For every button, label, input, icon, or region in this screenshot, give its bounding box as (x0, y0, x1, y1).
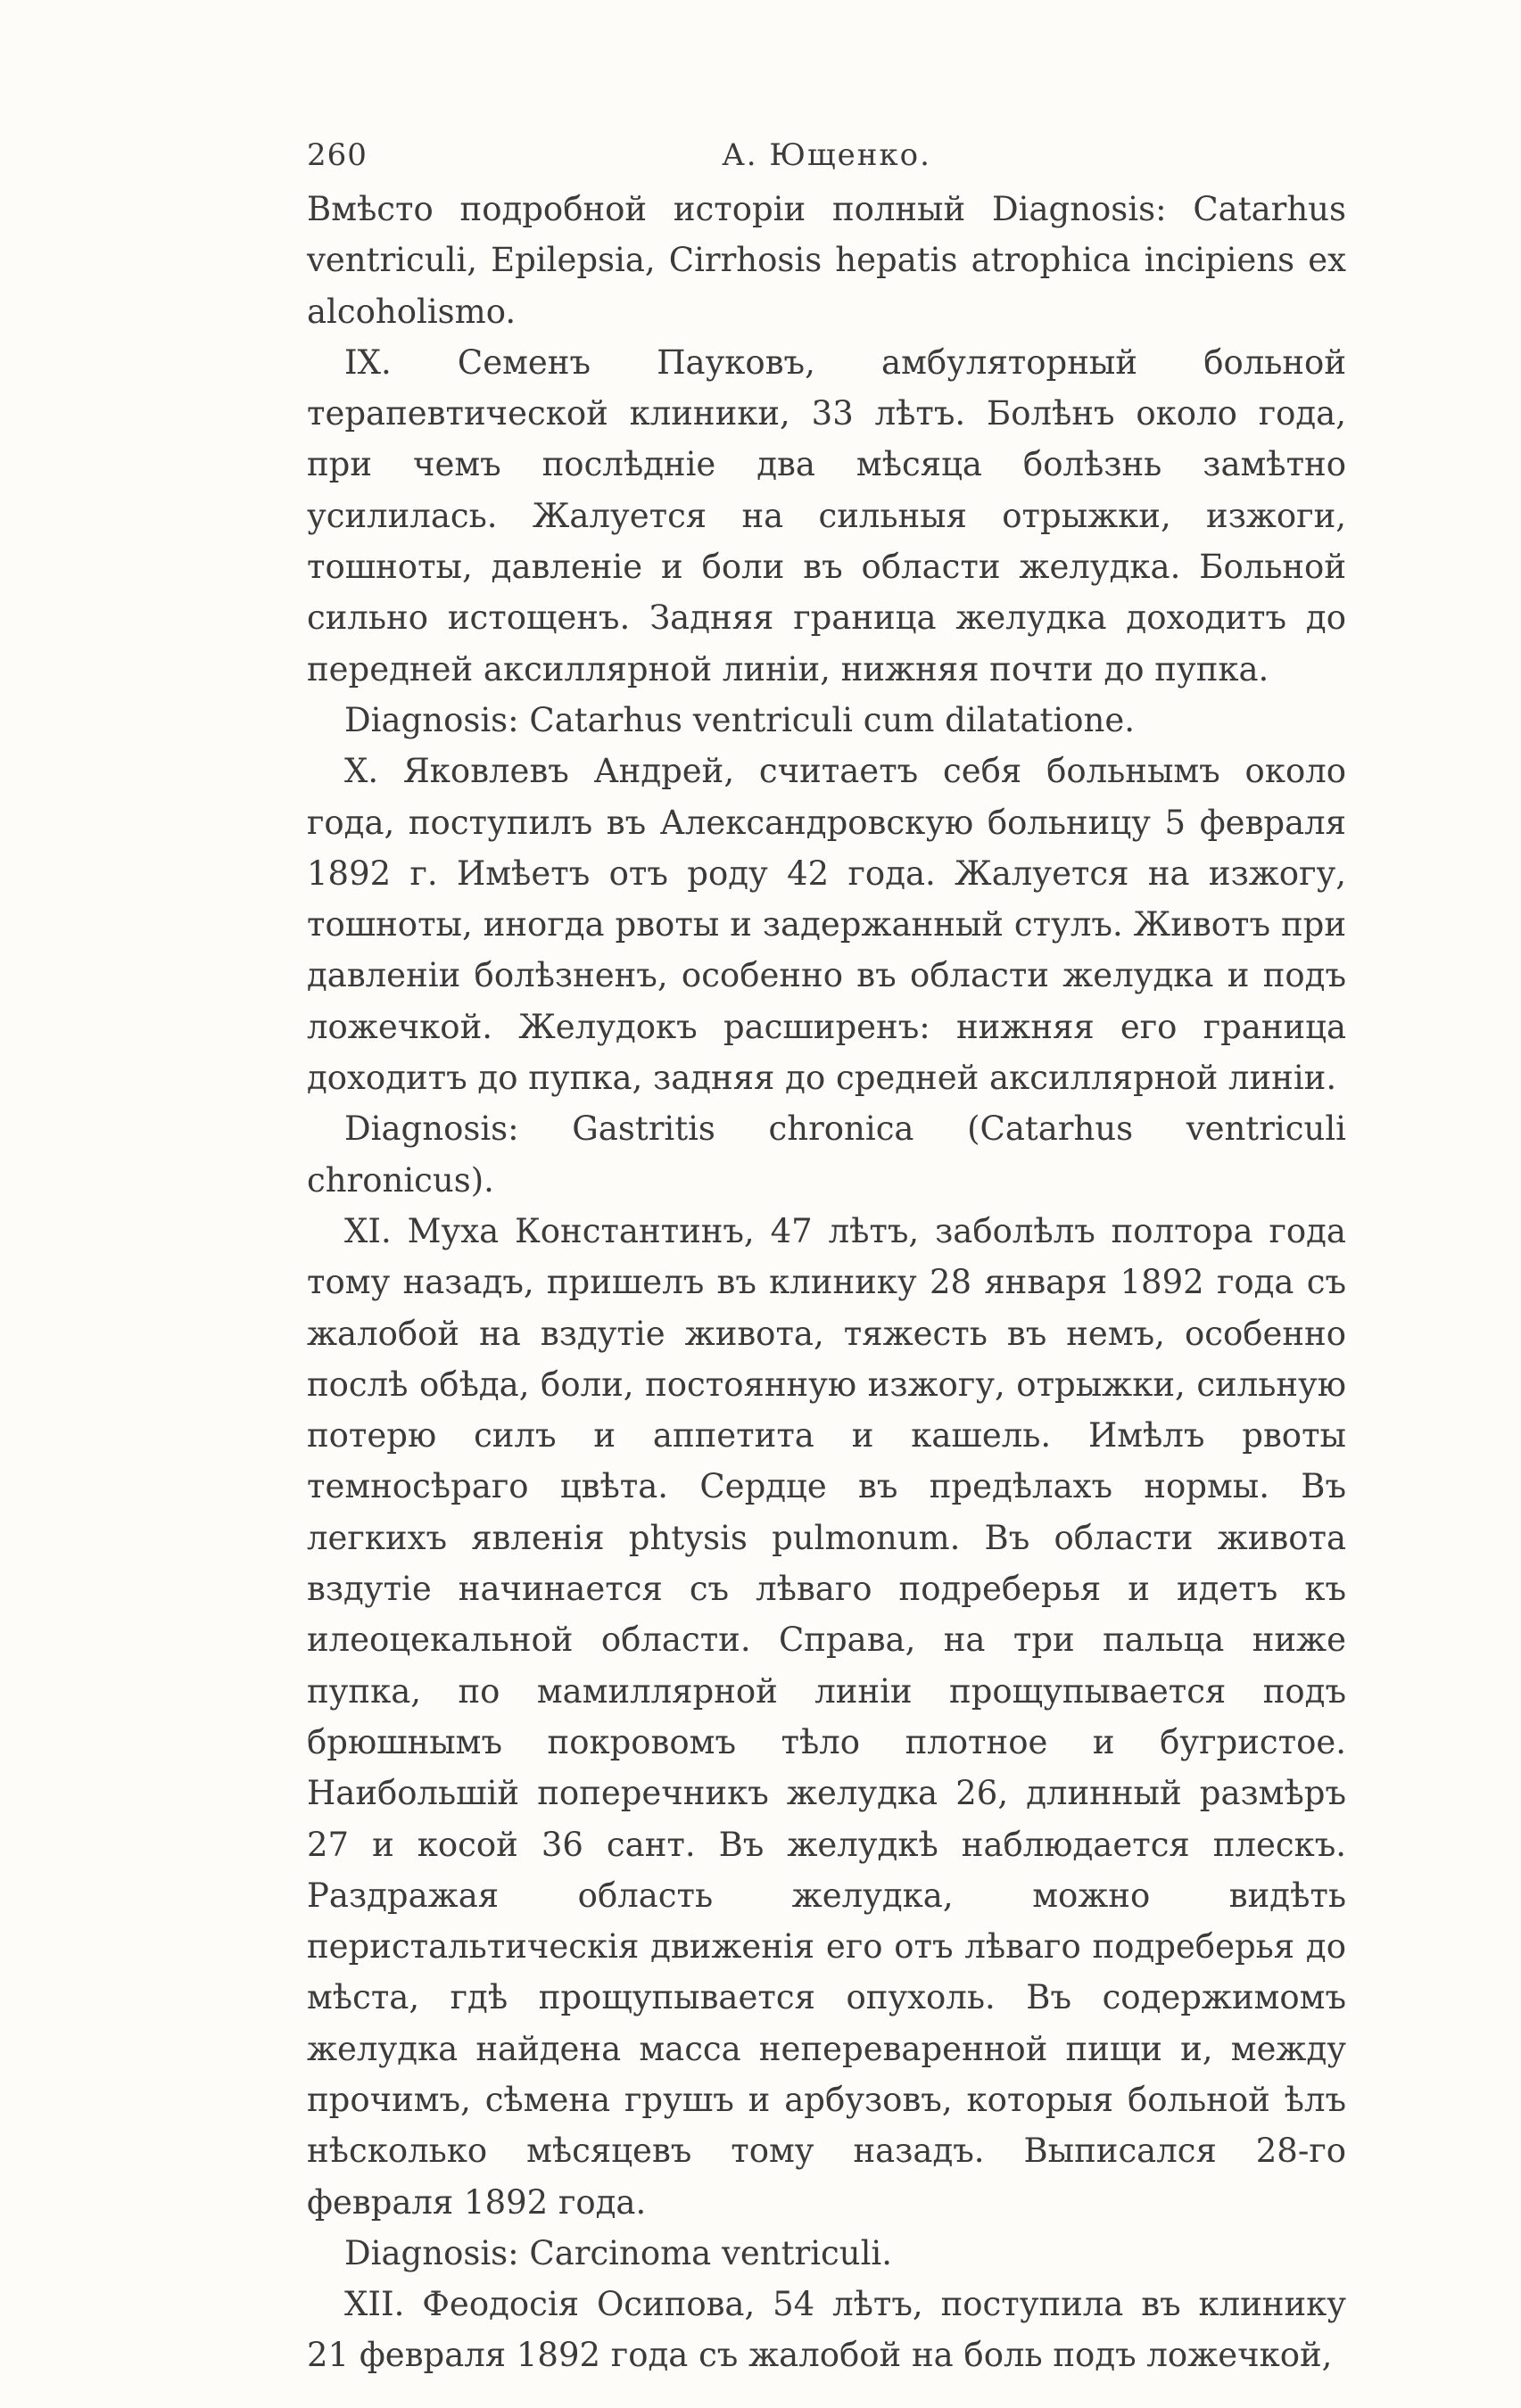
page-number: 260 (307, 137, 368, 173)
body-text (307, 184, 1346, 2381)
paragraph-case-ix: IX. Семенъ Пауковъ, амбуляторный больной терапевтической клиники, 33 лѣтъ. Болѣнъ около года, при чемъ послѣдніе два мѣсяца болѣзнь замѣтно усилилась. Жалуется на сильныя отрыжки, изжоги, тошноты, давленіе и боли въ области желудка. Больной сильно истощенъ. Задняя граница желудка доходитъ до передней аксиллярной линіи, нижняя почти до пупка. (307, 342, 1346, 689)
paragraph-diagnosis-viii: Вмѣсто подробной исторіи полный Diagnosis: Catarhus ventriculi, Epilepsia, Cirrhosis hepatis atrophica incipiens ex alcoholismo. (307, 190, 1346, 331)
book-page (307, 125, 1346, 2381)
paragraph-case-x: X. Яковлевъ Андрей, считаетъ себя больнымъ около года, поступилъ въ Александровскую больницу 5 февраля 1892 г. Имѣетъ отъ роду 42 года. Жалуется на изжогу, тошноты, иногда рвоты и задержанный стулъ. Животъ при давленіи болѣзненъ, особенно въ области желудка и подъ ложечкой. Желудокъ расширенъ: нижняя его граница доходитъ до пупка, задняя до средней аксиллярной линіи. (307, 752, 1346, 1098)
paragraph-case-xi: XI. Муха Константинъ, 47 лѣтъ, заболѣлъ полтора года тому назадъ, пришелъ въ клинику 28 января 1892 года съ жалобой на вздутіе живота, тяжесть въ немъ, особенно послѣ обѣда, боли, постоянную изжогу, отрыжки, сильную потерю силъ и аппетита и кашель. Имѣлъ рвоты темносѣраго цвѣта. Сердце въ предѣлахъ нормы. Въ легкихъ явленія phtysis pulmonum. Въ области живота вздутіе начинается съ лѣваго подреберья и идетъ къ илеоцекальной области. Справа, на три пальца ниже пупка, по мамиллярной линіи прощупывается подъ брюшнымъ покровомъ тѣло плотное и бугристое. Наибольшій поперечникъ желудка 26, длинный размѣръ 27 и косой 36 сант. Въ желудкѣ наблюдается плескъ. Раздражая область желудка, можно видѣть перистальтическія движенія его отъ лѣваго подреберья до мѣста, гдѣ прощупывается опухоль. Въ содержимомъ желудка найдена масса непереваренной пищи и, между прочимъ, сѣмена грушъ и арбузовъ, которыя больной ѣлъ нѣсколько мѣсяцевъ тому назадъ. Выписался 28-го февраля 1892 года. (307, 1211, 1346, 2222)
paragraph-diagnosis-ix: Diagnosis: Catarhus ventriculi cum dilatatione. (344, 700, 1135, 739)
paragraph-case-xii: XII. Феодосія Осипова, 54 лѣтъ, поступила въ клинику 21 февраля 1892 года съ жалобой на боль подъ ложечкой, (307, 2285, 1346, 2375)
running-title: А. Ющенко. (722, 137, 931, 173)
paragraph-diagnosis-xi: Diagnosis: Carcinoma ventriculi. (344, 2233, 893, 2272)
paragraph-diagnosis-x: Diagnosis: Gastritis chronica (Catarhus ventriculi chronicus). (307, 1109, 1346, 1200)
page-header (307, 125, 1346, 184)
